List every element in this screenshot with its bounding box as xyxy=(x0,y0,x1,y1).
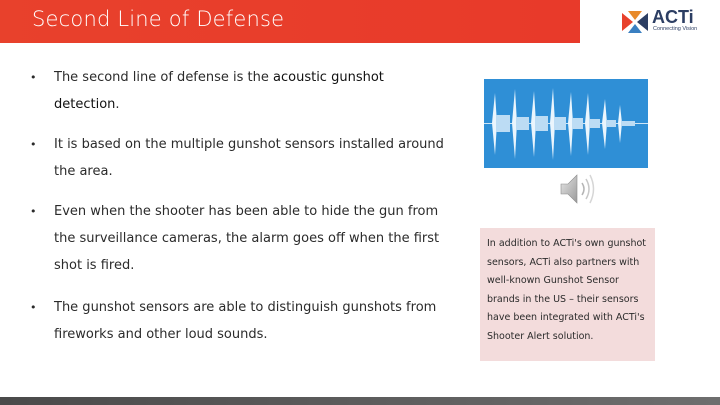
bullet-text: The gunshot sensors are able to distinguish gunshots from fireworks and other loud sounds. xyxy=(54,300,437,342)
bullet-item xyxy=(30,294,450,348)
speaker-icon xyxy=(559,170,597,208)
partner-note-box: In addition to ACTi's own gunshot sensors, ACTi also partners with well-known Gunshot Sensor brands in the US – their sensors have been integrated with ACTi's Shooter Alert solution. xyxy=(480,228,655,361)
bullet-item xyxy=(30,198,450,279)
audio-waveform-icon xyxy=(484,79,648,168)
bullet-icon: • xyxy=(30,205,37,218)
bullet-item xyxy=(30,64,450,118)
slide-title: Second Line of Defense xyxy=(32,7,285,31)
title-bar xyxy=(0,0,580,43)
bullet-icon: • xyxy=(30,71,37,84)
bullet-list xyxy=(30,64,450,348)
bullet-text: The second line of defense is the xyxy=(54,70,274,85)
bullet-term: acoustic gunshot detection xyxy=(54,70,384,112)
bullet-icon: • xyxy=(30,138,37,151)
bullet-item xyxy=(30,131,450,185)
bullet-icon: • xyxy=(30,301,37,314)
bullet-text-end: . xyxy=(115,97,120,112)
bullet-text: Even when the shooter has been able to hide the gun from the surveillance cameras, the alarm goes off when the first shot is fired. xyxy=(54,204,440,273)
bullet-text: It is based on the multiple gunshot sensors installed around the area. xyxy=(54,137,444,179)
logo-name: ACTi xyxy=(652,7,694,27)
logo-tagline: Connecting Vision xyxy=(653,26,698,32)
bottom-bar xyxy=(0,397,720,405)
acti-logo xyxy=(622,8,714,36)
acti-logo-icon xyxy=(622,11,648,33)
